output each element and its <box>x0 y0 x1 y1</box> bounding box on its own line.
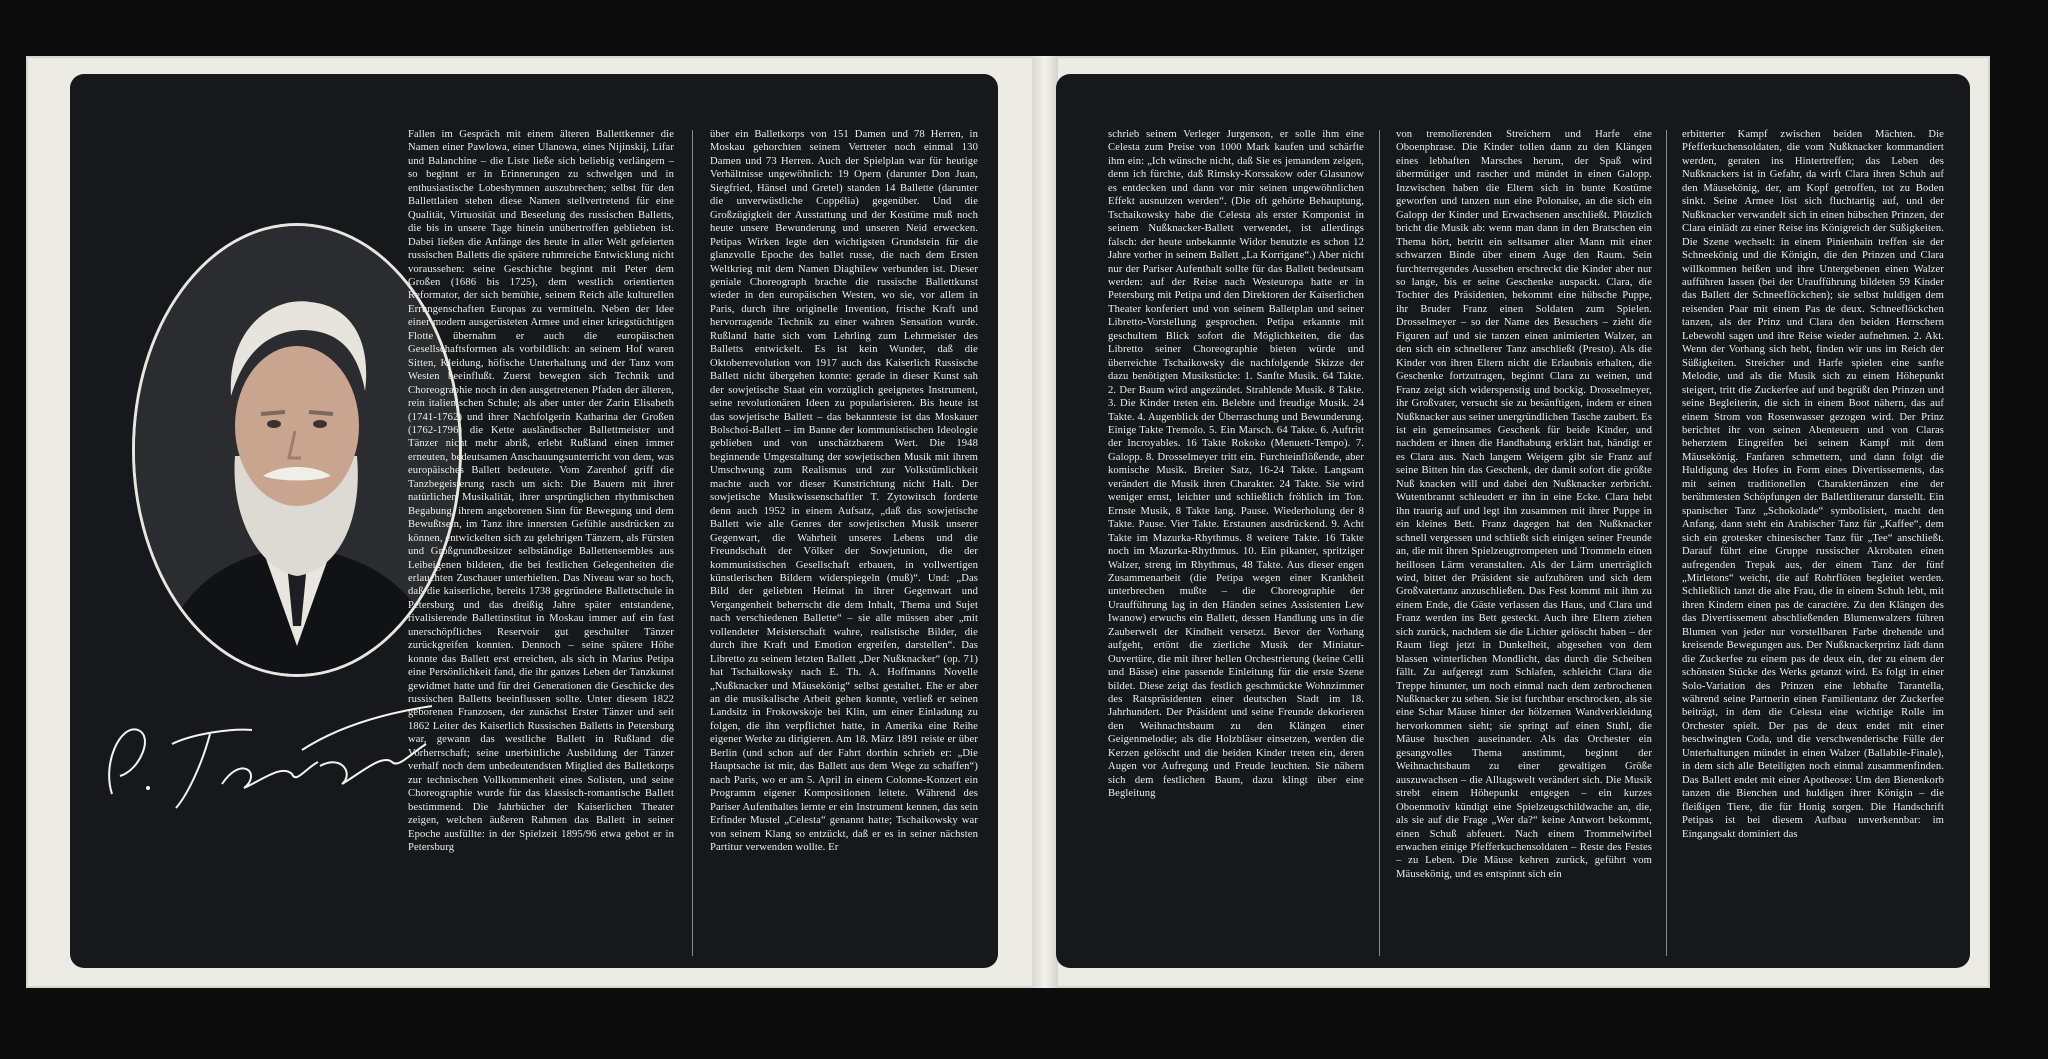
record-sleeve <box>26 56 1990 988</box>
signature-icon <box>92 684 452 824</box>
column-text: über ein Balletkorps von 151 Damen und 78 Herren, in Moskau gehorchten seinem Vertreter noch einmal 130 Damen und 73 Herren. Auch der Spielplan war für heutige Verhältnisse ungewöhnlich: 19 Opern (darunter Don Juan, Siegfried, Hänsel und Gretel) standen 14 Ballette (darunter die unverwüstliche Coppélia) gegenüber. Und die Großzügigkeit der Ausstattung und der Kostüme muß noch heute unsere Bewunderung und unseren Neid erwecken. Petipas Wirken legte den wichtigsten Grundstein für die glanzvolle Epoche des ballet russe, die nach dem Ersten Weltkrieg mit dem Namen Diaghilew verbunden ist. Dieser geniale Choreograph brachte die russische Ballettkunst wieder in den europäischen Westen, wo sie, vor allem in Paris, durch ihre originelle Invention, frische Kraft und hervorragende Technik zu einer wahren Sensation wurde. Rußland hatte sich vom Lehrling zum Lehrmeister des Balletts entwickelt. Es ist kein Wunder, daß die Oktoberrevolution von 1917 auch das Kaiserlich Russische Ballett nicht übergehen konnte: gerade in dieser Kunst sah der sowjetische Staat ein vorzüglich geeignetes Instrument, seine revolutionären Ideen zu popularisieren. Bis heute ist das sowjetische Ballett – das bekannteste ist das Moskauer Bolschoi-Ballett – im Banne der kommunistischen Ideologie geblieben und von unschätzbarem Wert. Die 1948 beginnende Umgestaltung der sowjetischen Musik mit ihrem Umschwung zum Realismus und zur Volkstümlichkeit machte auch vor dieser Kunstrichtung nicht Halt. Der sowjetische Musikwissenschaftler T. Zytowitsch forderte denn auch 1952 in einem Aufsatz, „daß das sowjetische Ballett wie alle Genres der sowjetischen Musik unserer Gegenwart, die Wahrheit unseres Lebens und die Freundschaft der Völker der Sowjetunion, die der kommunistischen Gesellschaft erbauen, in vollwertigen künstlerischen Bildern widerspiegeln (muß)“. Und: „Das Bild der geliebten Heimat in ihrer Gegenwart und Vergangenheit beherrscht die dem Inhalt, Thema und Sujet nach verschiedenen Ballette“ – sie alle müssen aber „mit vollendeter Meisterschaft wahre, realistische Bilder, die durch ihre Kraft und Emotion ergreifen, darstellen“. Das Libretto zu seinem letzten Ballett „Der Nußknacker“ (op. 71) hat Tschaikowsky nach E. Th. A. Hoffmanns Novelle „Nußknacker und Mäusekönig“ selbst gestaltet. Ehe er aber an die musikalische Arbeit gehen konnte, verließ er seinen Landsitz in Frokowskoje bei Klin, um einer Einladung zu folgen, die ihn verpflichtet hatte, in Amerika eine Reihe eigener Werke zu dirigieren. Am 18. März 1891 reiste er über Berlin (und schon auf der Fahrt dorthin schrieb er: „Die Hauptsache ist mir, das Ballett aus dem Wege zu schaffen“) nach Paris, wo er am 5. April in einem Colonne-Konzert ein Programm eigener Kompositionen leitete. Während des Pariser Aufenthaltes lernte er ein Instrument kennen, das sein Erfinder Mustel „Celesta“ genannt hatte; Tschaikowsky war von seinem Klang so entzückt, daß er es in seiner nächsten Partitur verwenden wollte. Er <box>710 129 978 854</box>
left-panel <box>70 74 998 968</box>
text-column-2 <box>710 128 978 958</box>
right-panel <box>1056 74 1970 968</box>
column-divider <box>1666 130 1667 956</box>
column-text: erbitterter Kampf zwischen beiden Mächten. Die Pfefferkuchensoldaten, die vom Nußknacker kommandiert werden, geraten ins Hintertreffen; das Leben des Nußknackers ist in Gefahr, da wirft Clara ihren Schuh auf den Mäusekönig, der, am Kopf getroffen, tot zu Boden sinkt. Seine Armee löst sich fluchtartig auf, und der Nußknacker verwandelt sich in einen hübschen Prinzen, der Clara einlädt zu einer Reise ins Königreich der Süßigkeiten. Die Szene wechselt: in einem Pinienhain treffen sie der Schneekönig und die Königin, die den Prinzen und Clara willkommen heißen und ihre Untergebenen einen Walzer aufführen lassen (bei der Uraufführung bildeten 59 Kinder das Ballett der Schneeflöckchen); sie selbst huldigen dem reisenden Paar mit einem Pas de deux. Schneeflöckchen tanzen, als der Prinz und Clara den beiden Herrschern Lebewohl sagen und ihre Reise wieder aufnehmen. 2. Akt. Wenn der Vorhang sich hebt, finden wir uns im Reich der Süßigkeiten. Streicher und Harfe spielen eine sanfte Melodie, und als die Musik sich zu einem Höhepunkt steigert, tritt die Zuckerfee auf und begrüßt den Prinzen und seine Begleiterin, die sich in einem Boot nähern, das auf einem Strom von Rosenwasser gezogen wird. Der Prinz berichtet ihr von seinen Abenteuern und von Claras beherztem Eingreifen bei seinem Kampf mit dem Mäusekönig. Fanfaren schmettern, und dann folgt die Huldigung des Hofes in Form eines Divertissements, das mit seinen traditionellen Charaktertänzen eine der berühmtesten Schöpfungen der Ballettliteratur darstellt. Ein spanischer Tanz „Schokolade“ symbolisiert, macht den Anfang, dann steht ein Arabischer Tanz für „Kaffee“, dem sich ein grotesker chinesischer Tanz für „Tee“ anschließt. Darauf führt eine Gruppe russischer Akrobaten einen aufregenden Trepak aus, der einem Tanz der fünf „Mirletons“ weicht, die auf Rohrflöten begleitet werden. Schließlich tanzt die alte Frau, die in einem Schuh lebt, mit ihren Kindern einen pas de caractère. Zu den Klängen des das Divertissement abschließenden Blumenwalzers führen Blumen von jeder nur vorstellbaren Farbe drehende und kreisende Bewegungen aus. Der Nußknackerprinz lädt dann die Zuckerfee zu einem pas de deux ein, der zu einem der schönsten Stücke des Werks getanzt wird. Es folgt in einer Solo-Variation des Prinzen eine lebhafte Tarantella, während seine Partnerin einen Familientanz der Zuckerfee beiträgt, in dem die Celesta eine wichtige Rolle im Orchester spielt. Der pas de deux endet mit einer beschwingten Coda, und die verschwenderische Fülle der Unterhaltungen mündet in einen Walzer (Ballabile-Finale), in dem sich alle Beteiligten noch einmal zusammenfinden. Das Ballett endet mit einer Apotheose: Um den Bienenkorb tanzen die Bienchen und huldigen ihrer Königin – die fleißigen Tiere, die für Honig sorgen. Die Handschrift Petipas ist bei diesem Aufbau unverkennbar: im Eingangsakt dominiert das <box>1682 129 1944 840</box>
text-column-4 <box>1396 128 1652 958</box>
column-divider <box>1379 130 1380 956</box>
text-column-5 <box>1682 128 1944 958</box>
column-text: schrieb seinem Verleger Jurgenson, er solle ihm eine Celesta zum Preise von 1000 Mark kaufen und schärfte ihm ein: „Ich wünsche nicht, daß Sie es jemandem zeigen, denn ich fürchte, daß Rimsky-Korssakow oder Glasunow es entdecken und dann vor mir seinen ungewöhnlichen Effekt ausnutzen werden“. (Die oft gehörte Behauptung, Tschaikowsky habe die Celesta als erster Komponist in seinem Nußknacker-Ballett verwendet, ist allerdings falsch: der heute unbekannte Widor benutzte es schon 12 Jahre vorher in seinem Ballett „La Korrigane“.) Aber nicht nur der Pariser Aufenthalt sollte für das Ballett bedeutsam werden: auf der Reise nach Westeuropa hatte er in Petersburg mit Petipa und den Direktoren der Kaiserlichen Theater konferiert und von seinem Balletplan und seiner Libretto-Vorstellung gesprochen. Petipa erkannte mit geschultem Blick sofort die Möglichkeiten, die das Libretto seiner Choreographie bieten würde und überreichte Tschaikowsky die nachfolgende Skizze der dazu benötigten Musikstücke: 1. Sanfte Musik. 64 Takte. 2. Der Baum wird angezündet. Strahlende Musik. 8 Takte. 3. Die Kinder treten ein. Belebte und freudige Musik. 24 Takte. 4. Augenblick der Überraschung und Bewunderung. Einige Takte Tremolo. 5. Ein Marsch. 64 Takte. 6. Auftritt der Incroyables. 16 Takte Rokoko (Menuett-Tempo). 7. Galopp. 8. Drosselmeyer tritt ein. Furchteinflößende, aber komische Musik. Breiter Satz, 16-24 Takte. Langsam verändert die Musik ihren Charakter. 24 Takte. Sie wird weniger ernst, leichter und schließlich fröhlich im Ton. Ernste Musik, 8 Takte lang. Pause. Wiederholung der 8 Takte. Pause. Vier Takte. Erstaunen ausdrückend. 9. Acht Takte im Mazurka-Rhythmus. 8 weitere Takte. 16 Takte noch im Mazurka-Rhythmus. 10. Ein pikanter, spritziger Walzer, streng im Rhythmus, 48 Takte. Aus dieser engen Zusammenarbeit (die Petipa wegen einer Krankheit unterbrechen mußte – die Choreographie der Uraufführung lag in den Händen seines Assistenten Lew Iwanow) erwuchs ein Ballett, dessen Handlung uns in die Zauberwelt der Kindheit versetzt. Bevor der Vorhang aufgeht, ertönt die zierliche Musik der Miniatur-Ouvertüre, die mit ihrer hellen Orchestrierung (keine Celli und Bässe) eine passende Einleitung für die erste Szene bildet. Diese zeigt das festlich geschmückte Wohnzimmer des Ratspräsidenten einer deutschen Stadt im 18. Jahrhundert. Der Präsident und seine Freunde dekorieren den Weihnachtsbaum zu den Klängen einer Geigenmelodie; als die Holzbläser einsetzen, werden die Kerzen gelöscht und die beiden Kinder treten ein, deren Augen vor Aufregung und Freude leuchten. Sie nähern sich dem festlichen Baum, dazu klingt über eine Begleitung <box>1108 129 1364 800</box>
column-divider <box>692 130 693 956</box>
column-text: Fallen im Gespräch mit einem älteren Ballettkenner die Namen einer Pawlowa, einer Ulanowa, eines Nijinskij, Lifar und Balanchine – die Liste ließe sich beliebig verlängern – so beginnt er in Erinnerungen zu schwelgen und in enthusiastische Lobeshymnen auszubrechen; selbst für den Ballettlaien stehen diese Namen stellvertretend für eine Qualität, Virtuosität und Beseelung des russischen Balletts, die bis in unsere Tage hinein unübertroffen geblieben ist. Dabei ließen die Anfänge des heute in aller Welt gefeierten russischen Balletts die spätere ruhmreiche Entwicklung nicht voraussehen: seine Geschichte beginnt mit Peter dem Großen (1686 bis 1725), dem westlich orientierten Reformator, der sich bemühte, seinem Reich alle kulturellen Errungenschaften Europas zu vermitteln. Neben der Idee einer modern ausgerüsteten Armee und einer kriegstüchtigen Flotte übernahm er auch die europäischen Gesellschaftsformen als vorbildlich: an seinem Hof waren Sitten, Kleidung, höfische Unterhaltung und der Tanz vom Westen beeinflußt. Zuerst bewegten sich Technik und Choreographie noch in den ausgetretenen Pfaden der älteren, rein italienischen Schule; als aber unter der Zarin Elisabeth (1741-1762) und ihrer Nachfolgerin Katharina der Großen (1762-1796) die Kette ausländischer Ballettmeister und Tänzer nicht mehr abriß, erlebt Rußland einen immer erneuten, bedeutsamen Anschauungsunterricht von dem, was europäisches Ballett bedeutete. Vom Zarenhof griff die Tanzbegeisterung rasch um sich: Die Bauern mit ihrer natürlichen Musikalität, ihrer ursprünglichen rhythmischen Begabung, ihrem angeborenen Sinn für Bewegung und dem Bewußtsein, im Tanz ihre innersten Gefühle ausdrücken zu können, entwickelten sich zu gelehrigen Tänzern, als Fürsten und Großgrundbesitzer selbständige Ballettensembles aus Leibeigenen bildeten, die bei festlichen Gelegenheiten die erlauchten Zuschauer unterhielten. Das Niveau war so hoch, daß die kaiserliche, bereits 1738 gegründete Ballettschule in Petersburg und das dreißig Jahre später entstandene, rivalisierende Ballettinstitut in Moskau immer auf ein fast unerschöpfliches Reservoir gut geschulter Tänzer zurückgreifen konnten. Dennoch – seine spätere Höhe konnte das Ballett erst erreichen, als sich in Marius Petipa eine Persönlichkeit fand, die ihr ganzes Leben der Tanzkunst gewidmet hatte und für drei Generationen die Geschicke des russischen Balletts beeinflussen sollte. Unter diesem 1822 geborenen Franzosen, der zunächst Erster Tänzer und seit 1862 Leiter des Kaiserlich Russischen Balletts in Petersburg war, gewann das westliche Ballett in Rußland die Vorherrschaft; seine unerbittliche Ausbildung der Tänzer verhalf noch dem unbedeutendsten Mitglied des Balletkorps zur technischen Vollkommenheit eines Solisten, und seine Choreographie wurde für das klassisch-romantische Ballett bestimmend. Die Jahrbücher der Kaiserlichen Theater zeigen, welchen äußeren Rahmen das Ballett in seiner Epoche ausfüllte: in der Spielzeit 1895/96 etwa gebot er in Petersburg <box>408 129 674 854</box>
column-text: von tremolierenden Streichern und Harfe eine Oboenphrase. Die Kinder tollen dann zu den Klängen eines lebhaften Marsches herum, der Spaß wird übermütiger und rascher und mündet in einen Galopp. Inzwischen haben die Eltern sich in bunte Kostüme geworfen und tanzen nun eine Polonaise, an die sich ein Galopp der Kinder und Erwachsenen anschließt. Plötzlich bricht die Musik ab: wenn man dann in den Bratschen ein Thema hört, betritt ein seltsamer alter Mann mit einer schwarzen Binde über einem Auge den Raum. Sein furchterregendes Aussehen erschreckt die Kinder aber nur so lange, bis er seine Geschenke auspackt. Clara, die Tochter des Präsidenten, bekommt eine hübsche Puppe, ihr Bruder Franz einen Soldaten zum Spielen. Drosselmeyer – so der Name des Besuchers – zieht die Figuren auf und sie tanzen einen animierten Walzer, an den sich ein schnellerer Tanz anschließt (Presto). Als die Kinder von ihren Eltern nicht die Erlaubnis erhalten, die Geschenke fortzutragen, beginnt Clara zu weinen, und Franz zeigt sich widerspenstig und bockig. Drosselmeyer, ihr Großvater, versucht sie zu besänftigen, indem er einen Nußknacker aus seiner unergründlichen Tasche zaubert. Es ist ein gemeinsames Geschenk für beide Kinder, und nachdem er ihnen die Handhabung erklärt hat, händigt er es Clara aus. Nach langem Weigern gibt sie Franz auf seine Bitten hin das Geschenk, der damit sofort die größte Nuß knacken will und dabei den Nußknacker zerbricht. Wutentbrannt schleudert er ihn in eine Ecke. Clara hebt ihn traurig auf und legt ihn zusammen mit ihrer Puppe in ein kleines Bett. Franz dagegen hat den Nußknacker schnell vergessen und schließt sich einigen seiner Freunde an, die mit ihren Spielzeugtrompeten und Trommeln einen heillosen Lärm veranstalten. Als der Lärm unerträglich wird, bittet der Präsident sie aufzuhören und sich dem Großvatertanz anzuschließen. Das Fest kommt mit ihm zu einem Ende, die Gäste verlassen das Haus, und Clara und Franz werden ins Bett gesteckt. Auch ihre Eltern ziehen sich zurück, nachdem sie die Lichter gelöscht haben – der Raum liegt jetzt in Dunkelheit, abgesehen von dem blassen winterlichen Mondlicht, das durch die Scheiben fällt. Zu aufgeregt zum Schlafen, schleicht Clara die Treppe hinunter, um noch einmal nach dem zerbrochenen Nußknacker zu sehen. Sie ist furchtbar erschrocken, als sie eine Schar Mäuse hinter der hölzernen Wandverkleidung hervorkommen sieht; sie springt auf einen Stuhl, die Mäuse huschen auseinander. Als das Orchester ein gesangvolles Thema anstimmt, beginnt der Weihnachtsbaum zu einer gewaltigen Größe auszuwachsen – die Alltagswelt verändert sich. Die Musik strebt einem Höhepunkt entgegen – ein kurzes Oboenmotiv kündigt eine Spielzeugschildwache an, die, als sie auf die Frage „Wer da?“ keine Antwort bekommt, einen Schuß abfeuert. Nach einem Trommelwirbel erwachen einige Pfefferkuchensoldaten – Reste des Festes – zu Leben. Die Mäuse kehren zurück, geführt vom Mäusekönig, und es entspinnt sich ein <box>1396 129 1652 880</box>
sleeve-spine <box>1032 56 1058 988</box>
text-column-3 <box>1108 128 1364 958</box>
text-column-1 <box>408 128 674 958</box>
